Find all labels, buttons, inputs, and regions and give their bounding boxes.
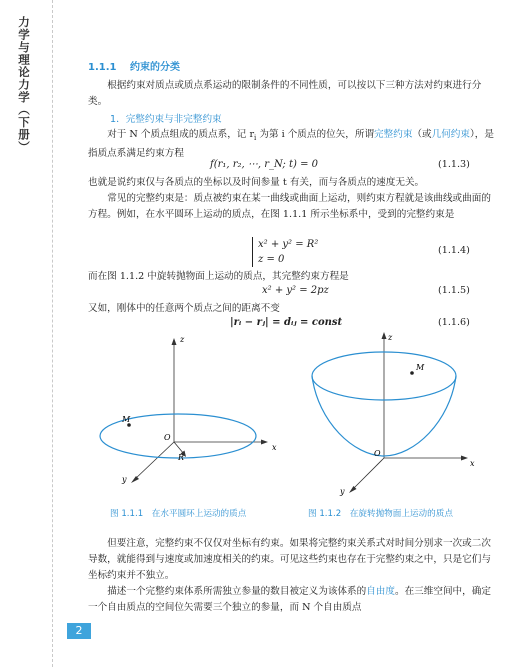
section-title: 约束的分类 [129,62,180,73]
intro-paragraph: 根据约束对质点或质点系运动的限制条件的不同性质，可以按以下三种方法对约束进行分类。 [88,80,482,107]
p1-part-d: ），是指质点系满足约束方程 [88,129,494,159]
term-holonomic-constraint: 完整约束 [374,129,413,140]
eq-1-1-4-line-2: z = 0 [258,254,285,265]
paragraph-common-constraints: 常见的完整约束是：质点被约束在某一曲线或曲面上运动，则约束方程就是该曲线或曲面的方程。例如，在水平圆环上运动的质点，在图 1.1.1 所示坐标系中，受到的完整约束是 [88,193,491,220]
paragraph-derivatives: 但要注意，完整约束不仅仅对坐标有约束。如果将完整约束关系式对时间分别求一次或二次导数，就能得到与速度或加速度相关的约束。可见这些约束也存在于完整约束之中，只是它们与坐标约束并不独立。 [88,538,491,581]
fig1-label-o: O [164,433,171,442]
equation-1-1-3: f(r₁, r₂, ⋯, r_N; t) = 0 [210,159,318,170]
paragraph-degrees-of-freedom [88,584,496,616]
fig1-y-axis [134,442,174,480]
eq-1-1-4-line-1: x² + y² = R² [258,239,319,250]
book-title: 力学与理论力学（下册） [17,16,31,154]
fig2-y-axis [352,458,384,490]
paragraph-paraboloid: 而在图 1.1.2 中旋转抛物面上运动的质点，其完整约束方程是 [88,271,349,282]
term-geometric-constraint: 几何约束 [431,129,470,140]
p1-part-c: （或 [412,129,432,140]
p7-part-b: 。在三维空间中，确定一个自由质点的空间位矢需要三个独立的参量，而 N 个自由质点 [88,586,491,613]
subsection-heading: 1．完整约束与非完整约束 [110,114,222,125]
fig1-label-z: z [180,335,185,344]
fig2-label-o: O [374,449,381,458]
equation-number-1-1-5: (1.1.5) [438,285,470,296]
fig2-label-x: x [470,459,475,468]
figure-1-1-1-caption: 图 1.1.1 在水平圆环上运动的质点 [110,509,247,519]
fig2-point-m [410,371,414,375]
term-degrees-of-freedom: 自由度 [366,586,395,597]
p1-part-a: 对于 N 个质点组成的质点系，记 r [107,129,255,140]
fig2-label-z: z [388,333,393,342]
fig1-z-arrow [172,338,177,345]
equation-1-1-4 [252,237,318,267]
section-number: 1.1.1 [88,62,117,73]
fig1-label-x: x [272,443,277,452]
fig2-label-m: M [416,363,425,372]
equation-number-1-1-4: (1.1.4) [438,245,470,256]
p1-part-b: 为第 i 个质点的位矢，所谓 [256,129,375,140]
equation-1-1-5: x² + y² = 2pz [262,285,329,296]
fig2-z-arrow [382,332,387,339]
figure-horizontal-ring [96,334,282,484]
paragraph-rigid-body: 又如，刚体中的任意两个质点之间的距离不变 [88,303,280,314]
fig1-label-m: M [122,415,131,424]
page-number-tab: 2 [67,623,91,639]
fig1-label-y: y [122,475,127,484]
fig1-label-r: R [178,453,185,462]
fig1-y-arrow [131,476,139,483]
fig2-label-y: y [340,487,345,496]
paragraph-coordinates-only: 也就是说约束仅与各质点的坐标以及时间参量 t 有关，而与各质点的速度无关。 [88,177,425,188]
fig2-x-arrow [461,456,468,461]
figure-paraboloid [292,330,482,500]
paragraph-holonomic: 对于 N 个质点组成的质点系，记 $r_i$ 为第 i 个质点的位矢，所谓完整约束（或几何约束），是指质点系满足约束方程 [88,129,494,159]
p7-part-a: 描述一个完整约束体系所需独立参量的数目被定义为该体系的 [107,586,367,597]
equation-number-1-1-6: (1.1.6) [438,317,470,328]
equation-number-1-1-3: (1.1.3) [438,159,470,170]
equation-1-1-6: |rᵢ − rⱼ| = dᵢⱼ = const [230,317,343,328]
figure-1-1-2-caption: 图 1.1.2 在旋转抛物面上运动的质点 [308,509,453,519]
page-spine [0,0,53,667]
section-heading [88,58,180,73]
fig1-x-arrow [261,440,268,445]
